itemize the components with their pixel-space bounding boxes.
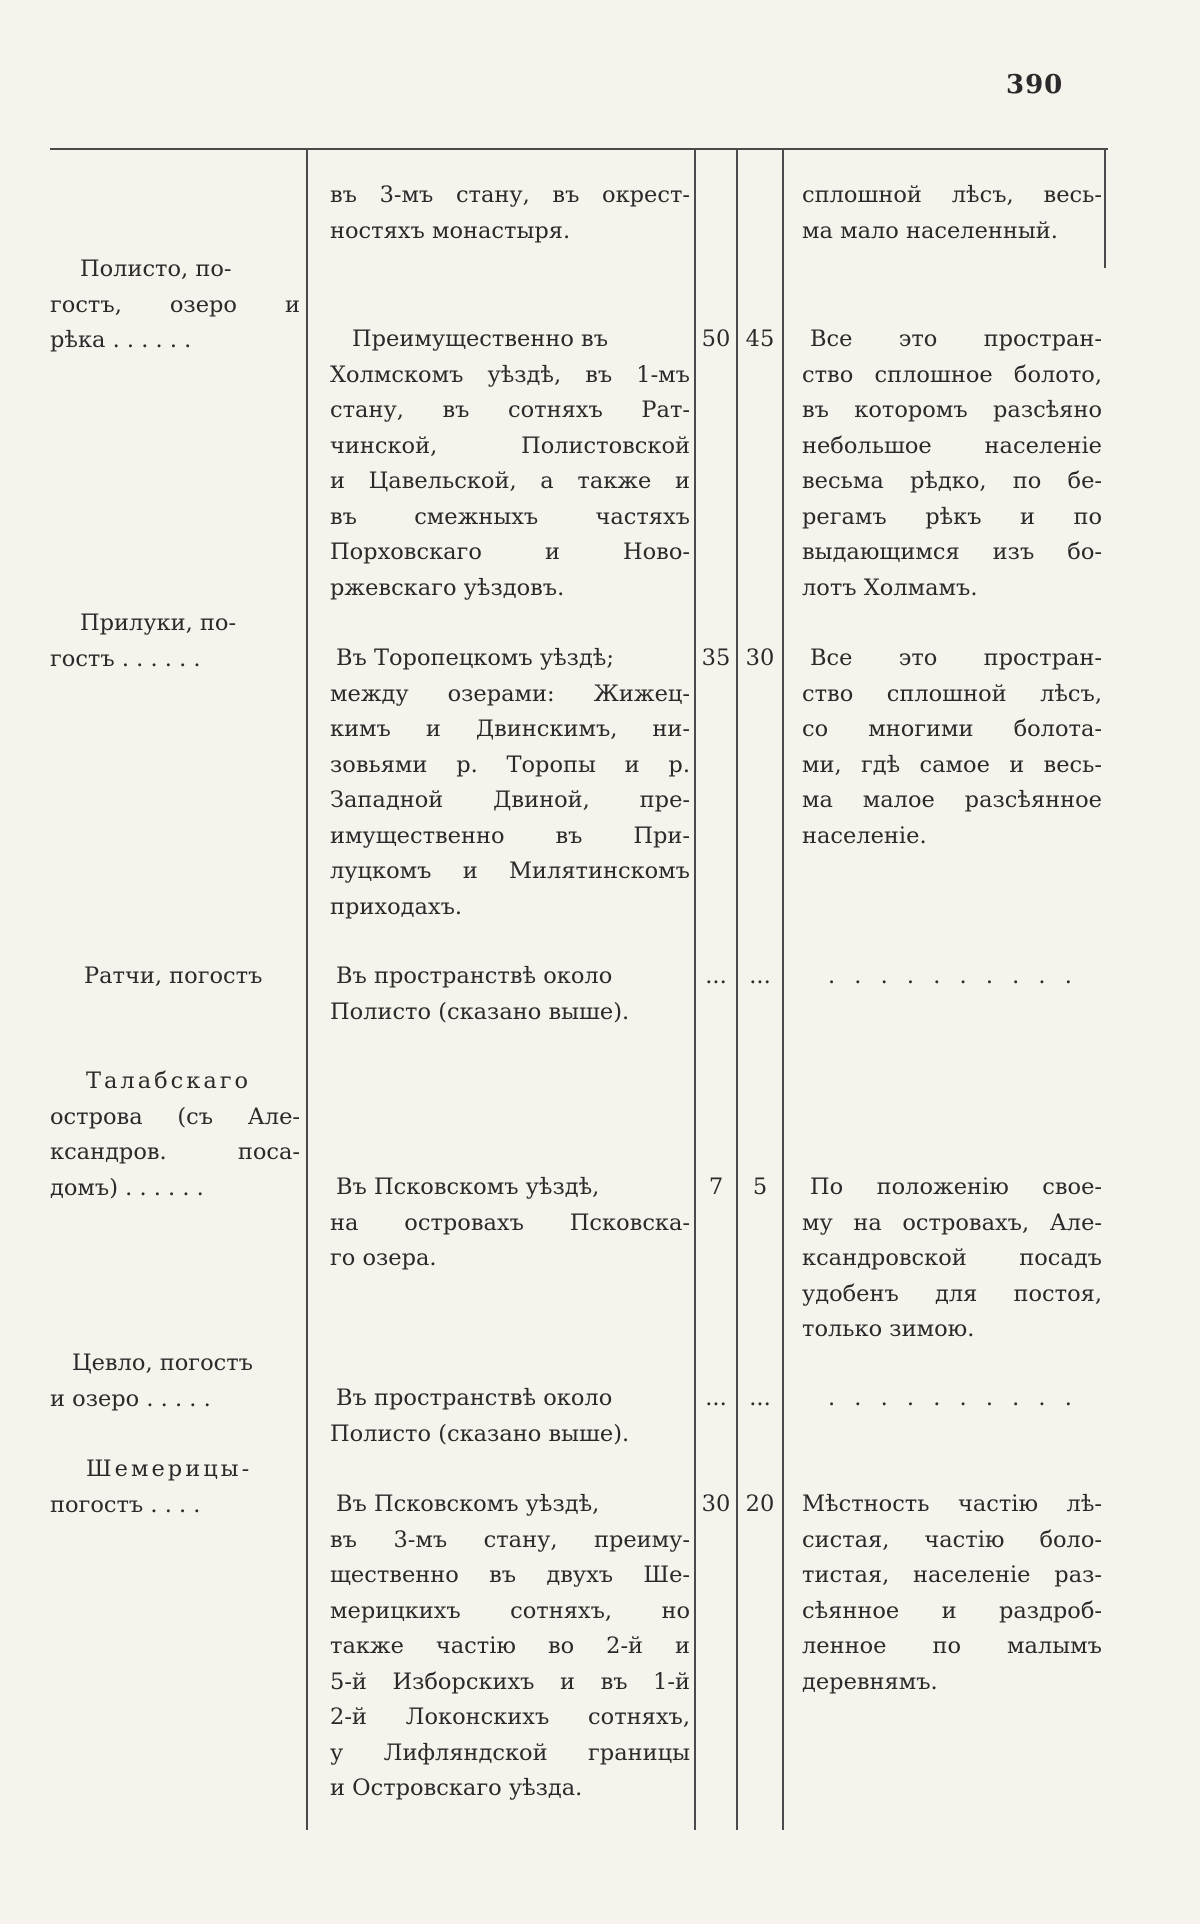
text-line: населеніе. bbox=[802, 822, 927, 849]
text-line: Холмскомъ уѣздѣ, въ 1-мъ bbox=[330, 361, 690, 388]
text-line: также частію во 2-й и bbox=[330, 1633, 690, 1659]
row-number-1: 50 bbox=[701, 326, 731, 352]
text-line: Мѣстность частію лѣ- bbox=[802, 1491, 1102, 1517]
row-location bbox=[330, 959, 690, 1030]
row-location bbox=[330, 178, 690, 249]
page-number: 390 bbox=[1006, 70, 1064, 100]
text-line: чинской, Полистовской bbox=[330, 432, 690, 459]
row-number-2: ... bbox=[749, 1385, 771, 1411]
text-line: сѣянное и раздроб- bbox=[802, 1597, 1102, 1624]
text-line: Въ Торопецкомъ уѣздѣ; bbox=[336, 645, 614, 671]
text-line: острова (съ Але- bbox=[50, 1103, 300, 1130]
text-line: луцкомъ и Милятинскомъ bbox=[330, 858, 690, 884]
text-line: зовьями р. Торопы и р. bbox=[330, 751, 690, 778]
row-location bbox=[330, 1487, 690, 1807]
row-number-2: 5 bbox=[752, 1174, 768, 1200]
text-line: Ратчи, погостъ bbox=[84, 963, 263, 989]
row-description bbox=[802, 641, 1102, 854]
text-line: Талабскаго bbox=[86, 1068, 252, 1094]
text-line: щественно въ двухъ Ше- bbox=[330, 1562, 690, 1588]
row-number-1: ... bbox=[705, 963, 727, 989]
text-line: Въ Псковскомъ уѣздѣ, bbox=[336, 1491, 600, 1517]
text-line: рѣка . . . . . . bbox=[50, 327, 192, 353]
table-top-rule bbox=[50, 148, 1108, 150]
text-line: ностяхъ монастыря. bbox=[330, 217, 571, 244]
text-line: Въ пространствѣ около bbox=[336, 963, 613, 989]
text-line: и Цавельской, а также и bbox=[330, 468, 690, 494]
text-line: въ 3-мъ стану, преиму- bbox=[330, 1526, 690, 1553]
row-description bbox=[802, 959, 1128, 995]
text-line: Все это простран- bbox=[810, 326, 1102, 352]
text-line: кимъ и Двинскимъ, ни- bbox=[330, 716, 690, 742]
column-divider bbox=[782, 148, 784, 1830]
text-line: Въ Псковскомъ уѣздѣ, bbox=[336, 1174, 600, 1200]
row-location bbox=[330, 1381, 690, 1452]
row-name bbox=[50, 959, 300, 995]
text-line: на островахъ Псковска- bbox=[330, 1209, 690, 1236]
row-number-1: 30 bbox=[701, 1491, 731, 1517]
row-name bbox=[50, 1064, 300, 1206]
text-line: между озерами: Жижец- bbox=[330, 680, 690, 707]
text-line: Въ пространствѣ около bbox=[336, 1385, 613, 1411]
row-description bbox=[802, 322, 1102, 606]
row-description bbox=[802, 1381, 1128, 1417]
text-line: . . . . . . . . . . bbox=[828, 1385, 1078, 1411]
text-line: ми, гдѣ самое и весь- bbox=[802, 751, 1102, 778]
text-line: По положенію свое- bbox=[810, 1174, 1102, 1200]
text-line: ксандров. поса- bbox=[50, 1139, 300, 1165]
text-line: только зимою. bbox=[802, 1316, 975, 1342]
text-line: стану, въ сотняхъ Рат- bbox=[330, 397, 690, 423]
text-line: въ которомъ разсѣяно bbox=[802, 397, 1102, 423]
row-location bbox=[330, 1170, 690, 1277]
row-name bbox=[50, 606, 300, 677]
text-line: ма малое разсѣянное bbox=[802, 787, 1102, 813]
row-name bbox=[50, 1452, 300, 1523]
text-line: ленное по малымъ bbox=[802, 1633, 1102, 1659]
text-line: Полисто, по- bbox=[80, 256, 232, 282]
text-line: му на островахъ, Але- bbox=[802, 1209, 1102, 1236]
text-line: регамъ рѣкъ и по bbox=[802, 503, 1102, 530]
row-number-1: 7 bbox=[708, 1174, 724, 1200]
text-line: удобенъ для постоя, bbox=[802, 1280, 1102, 1307]
row-number-2: 20 bbox=[745, 1491, 775, 1517]
text-line: Прилуки, по- bbox=[80, 610, 237, 636]
text-line: погостъ . . . . bbox=[50, 1491, 201, 1518]
text-line: Преимущественно въ bbox=[352, 326, 609, 352]
row-location bbox=[330, 641, 690, 925]
text-line: выдающимся изъ бо- bbox=[802, 539, 1102, 565]
text-line: имущественно въ При- bbox=[330, 822, 690, 849]
text-line: весьма рѣдко, по бе- bbox=[802, 468, 1102, 494]
row-number-1: ... bbox=[705, 1385, 727, 1411]
row-description bbox=[802, 1487, 1102, 1700]
text-line: гостъ, озеро и bbox=[50, 291, 300, 318]
text-line: со многими болота- bbox=[802, 716, 1102, 742]
text-line: Шемерицы- bbox=[86, 1456, 253, 1482]
text-line: и Островскаго уѣзда. bbox=[330, 1775, 583, 1801]
text-line: Полисто (сказано выше). bbox=[330, 998, 630, 1025]
text-line: въ 3-мъ стану, въ окрест- bbox=[330, 182, 690, 208]
text-line: Полисто (сказано выше). bbox=[330, 1420, 630, 1447]
column-divider bbox=[306, 148, 308, 1830]
text-line: и озеро . . . . . bbox=[50, 1385, 211, 1412]
text-line: Все это простран- bbox=[810, 645, 1102, 671]
text-line: у Лифляндской границы bbox=[330, 1739, 690, 1766]
text-line: 5-й Изборскихъ и въ 1-й bbox=[330, 1668, 690, 1695]
text-line: гостъ . . . . . . bbox=[50, 645, 201, 672]
text-line: ство сплошное болото, bbox=[802, 361, 1102, 388]
row-name bbox=[50, 252, 300, 359]
row-number-2: ... bbox=[749, 963, 771, 989]
row-description bbox=[802, 1170, 1102, 1348]
text-line: . . . . . . . . . . bbox=[828, 963, 1078, 989]
text-line: Западной Двиной, пре- bbox=[330, 787, 690, 813]
text-line: ржевскаго уѣздовъ. bbox=[330, 574, 565, 601]
text-line: ма мало населенный. bbox=[802, 217, 1058, 244]
text-line: ство сплошной лѣсъ, bbox=[802, 680, 1102, 707]
text-line: лотъ Холмамъ. bbox=[802, 574, 978, 601]
text-line: 2-й Локонскихъ сотняхъ, bbox=[330, 1704, 690, 1730]
text-line: Порховскаго и Ново- bbox=[330, 539, 690, 565]
text-line: систая, частію боло- bbox=[802, 1526, 1102, 1553]
text-line: приходахъ. bbox=[330, 893, 463, 920]
text-line: въ смежныхъ частяхъ bbox=[330, 503, 690, 530]
column-divider bbox=[1104, 148, 1106, 268]
text-line: мерицкихъ сотняхъ, но bbox=[330, 1597, 690, 1624]
text-line: го озера. bbox=[330, 1245, 437, 1271]
text-line: домъ) . . . . . . bbox=[50, 1174, 204, 1201]
text-line: деревнямъ. bbox=[802, 1668, 938, 1695]
row-location bbox=[330, 322, 690, 606]
text-line: небольшое населеніе bbox=[802, 432, 1102, 459]
text-line: тистая, населеніе раз- bbox=[802, 1562, 1102, 1588]
row-number-2: 45 bbox=[745, 326, 775, 352]
row-number-1: 35 bbox=[701, 645, 731, 671]
text-line: Цевло, погостъ bbox=[72, 1350, 253, 1376]
row-name bbox=[50, 1346, 300, 1417]
text-line: ксандровской посадъ bbox=[802, 1245, 1102, 1271]
text-line: сплошной лѣсъ, весь- bbox=[802, 182, 1102, 208]
row-description bbox=[802, 178, 1102, 249]
row-number-2: 30 bbox=[745, 645, 775, 671]
